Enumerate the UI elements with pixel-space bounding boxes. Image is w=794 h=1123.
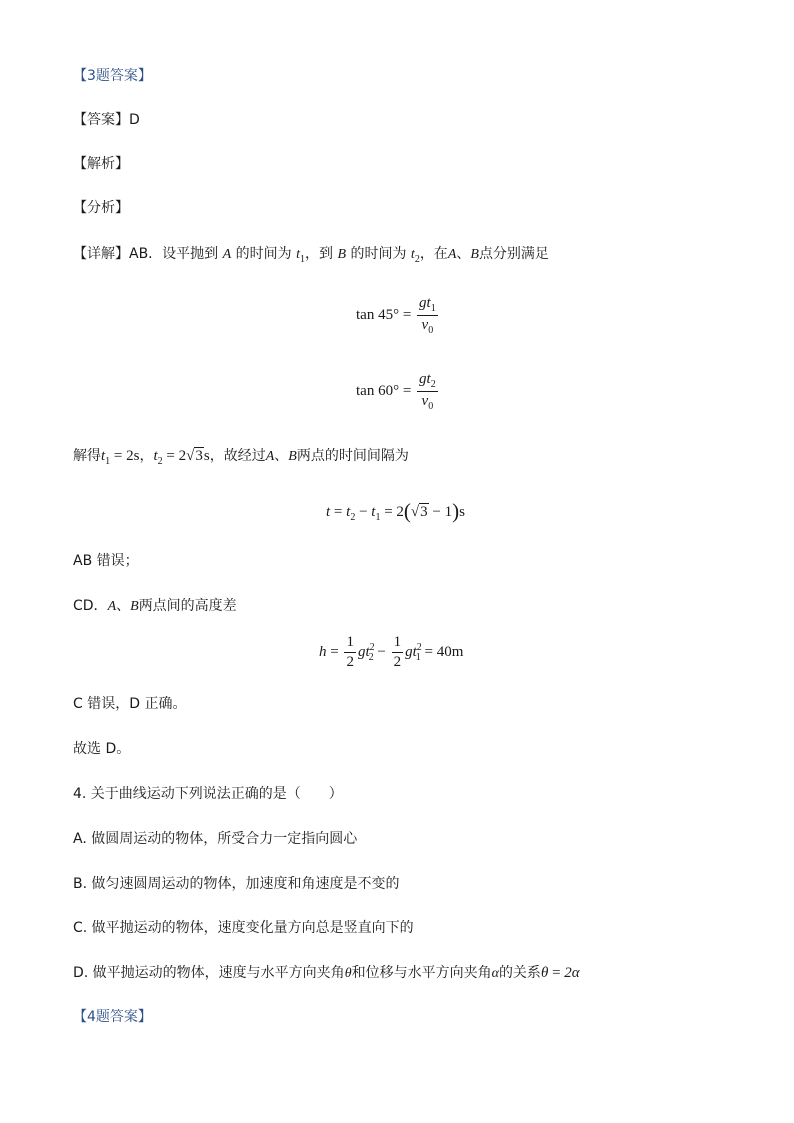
q3-cd-line: CD．A、B两点间的高度差	[73, 598, 237, 614]
detail-text-3: ，到	[305, 246, 333, 262]
q3-detail-line	[73, 244, 549, 270]
var-A-2: A	[447, 247, 457, 262]
var-alpha: α	[491, 966, 499, 981]
q4-answer-header: 【4题答案】	[73, 1009, 152, 1025]
q3-choose: 故选 D。	[73, 741, 131, 757]
q3-answer-header: 【3题答案】	[73, 68, 152, 84]
equation-tan60: tan 60° = $\frac{gt_2}{v_0}$	[356, 371, 436, 412]
q3-ab-wrong: AB 错误；	[73, 553, 139, 569]
var-B-2: B	[470, 247, 479, 262]
var-B: B	[337, 247, 347, 262]
q4-option-a: A. 做圆周运动的物体，所受合力一定指向圆心	[73, 831, 358, 847]
detail-text-7: 点分别满足	[478, 246, 549, 262]
q4-option-d: D. 做平抛运动的物体，速度与水平方向夹角θ和位移与水平方向夹角α的关系θ = 2α	[73, 965, 580, 981]
detail-text-1: AB．设平抛到	[129, 246, 219, 262]
var-t1: $t_1$	[296, 247, 305, 265]
q4-option-b: B. 做匀速圆周运动的物体，加速度和角速度是不变的	[73, 876, 400, 892]
q3-answer-line	[73, 110, 140, 130]
q3-fenxi-label: 【分析】	[73, 200, 129, 216]
detail-label: 【详解】	[73, 246, 129, 262]
answer-value: D	[129, 112, 140, 128]
equation-height: h = $\frac{1}{2}$ $gt^2_2$ − $\frac{1}{2}$ $gt^2_1 = 40m$	[319, 634, 464, 670]
q3-c-wrong-d-right: C 错误，D 正确。	[73, 696, 187, 712]
equation-time-interval: $t = t_2 - t_1 = 2(√3 - 1)s$	[326, 499, 465, 523]
q3-solve-line: 解得$t_1 = 2s$，$t_2 = 2√3s$，故经过A、B两点的时间间隔为	[73, 448, 409, 467]
answer-label: 【答案】	[73, 112, 129, 128]
var-theta: θ	[344, 966, 352, 981]
q4-option-c: C. 做平抛运动的物体，速度变化量方向总是竖直向下的	[73, 920, 414, 936]
q4-stem: 4. 关于曲线运动下列说法正确的是（ ）	[73, 786, 343, 802]
var-t2: $t_2$	[410, 247, 420, 265]
detail-text-4: 的时间为	[350, 246, 407, 262]
detail-text-2: 的时间为	[235, 246, 292, 262]
equation-tan45: tan 45° = $\frac{gt_1}{v_0}$	[356, 295, 436, 336]
var-A: A	[222, 247, 232, 262]
q3-analysis-label: 【解析】	[73, 156, 129, 172]
detail-text-6: 、	[456, 246, 471, 262]
detail-text-5: ，在	[419, 246, 448, 262]
